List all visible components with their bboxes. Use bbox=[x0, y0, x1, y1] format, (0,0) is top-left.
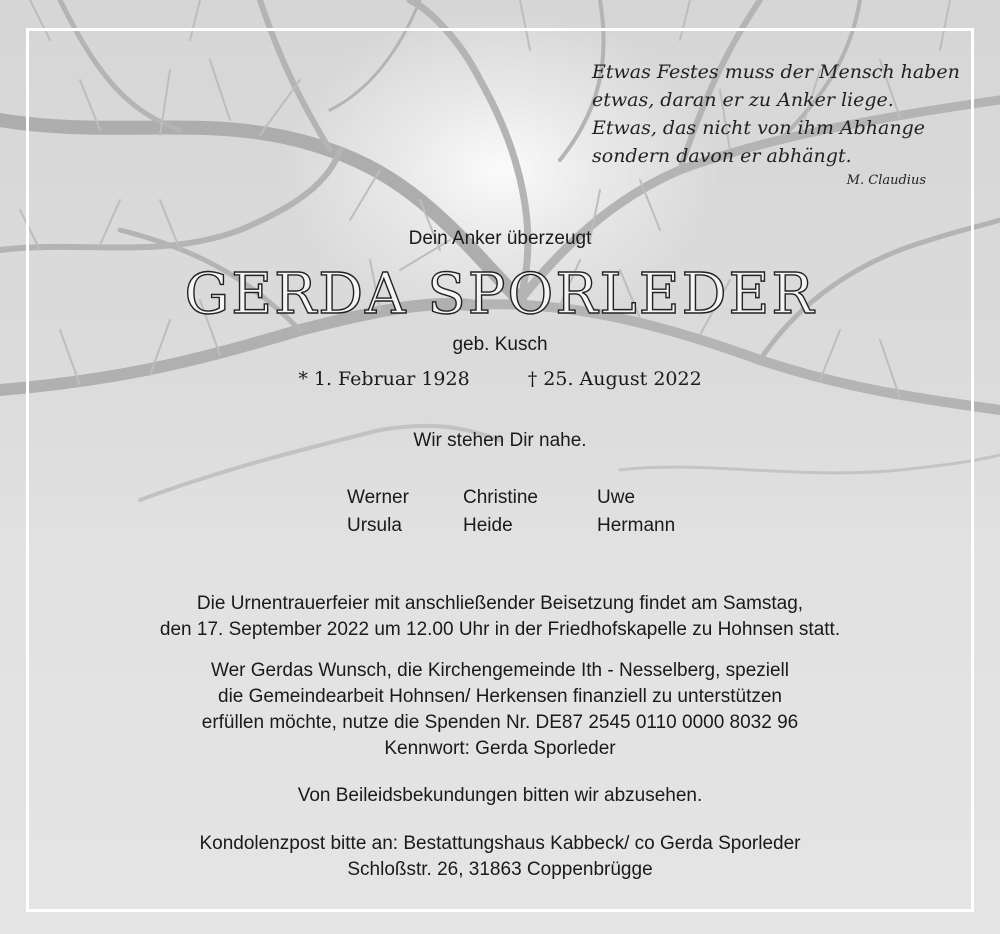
donation-line: erfüllen möchte, nutze die Spenden Nr. DE87 2545 0110 0000 8032 96 bbox=[201, 712, 799, 733]
family-member: Werner bbox=[347, 487, 409, 508]
family-member: Heide bbox=[463, 515, 513, 536]
deceased-name: GERDA SPORLEDER bbox=[184, 262, 816, 327]
donation-line: Wer Gerdas Wunsch, die Kirchengemeinde Ith - Nesselberg, speziell bbox=[210, 660, 789, 681]
motto: Dein Anker überzeugt bbox=[408, 228, 592, 249]
death-date: † 25. August 2022 bbox=[527, 368, 702, 390]
life-dates bbox=[0, 368, 1000, 390]
quote-line: etwas, daran er zu Anker liege. bbox=[592, 89, 894, 111]
family-member: Ursula bbox=[347, 515, 402, 536]
donation-line: Kennwort: Gerda Sporleder bbox=[384, 738, 616, 759]
family-member: Uwe bbox=[597, 487, 636, 508]
post-line: Kondolenzpost bitte an: Bestattungshaus Kabbeck/ co Gerda Sporleder bbox=[199, 833, 801, 854]
quote-line: Etwas, das nicht von ihm Abhange bbox=[592, 117, 925, 139]
birth-date: * 1. Februar 1928 bbox=[298, 368, 470, 390]
family-names bbox=[347, 485, 717, 539]
ceremony-line: den 17. September 2022 um 12.00 Uhr in der Friedhofskapelle zu Hohnsen statt. bbox=[159, 619, 841, 640]
quote-author: M. Claudius bbox=[846, 173, 926, 188]
quote-line: sondern davon er abhängt. bbox=[592, 145, 852, 167]
birth-name: geb. Kusch bbox=[452, 334, 548, 355]
donation-notice bbox=[0, 658, 1000, 762]
no-condolence-notice: Von Beileidsbekundungen bitten wir abzusehen. bbox=[297, 785, 703, 806]
ceremony-line: Die Urnentrauerfeier mit anschließender Beisetzung findet am Samstag, bbox=[196, 593, 804, 614]
quote-block bbox=[592, 58, 960, 190]
quote-line: Etwas Festes muss der Mensch haben bbox=[592, 61, 960, 83]
family-member: Hermann bbox=[597, 515, 676, 536]
closing-line: Wir stehen Dir nahe. bbox=[413, 430, 587, 451]
condolence-post-address bbox=[0, 831, 1000, 883]
family-member: Christine bbox=[463, 487, 538, 508]
donation-line: die Gemeindearbeit Hohnsen/ Herkensen finanziell zu unterstützen bbox=[218, 686, 782, 707]
post-line: Schloßstr. 26, 31863 Coppenbrügge bbox=[347, 859, 653, 880]
ceremony-notice bbox=[0, 591, 1000, 643]
